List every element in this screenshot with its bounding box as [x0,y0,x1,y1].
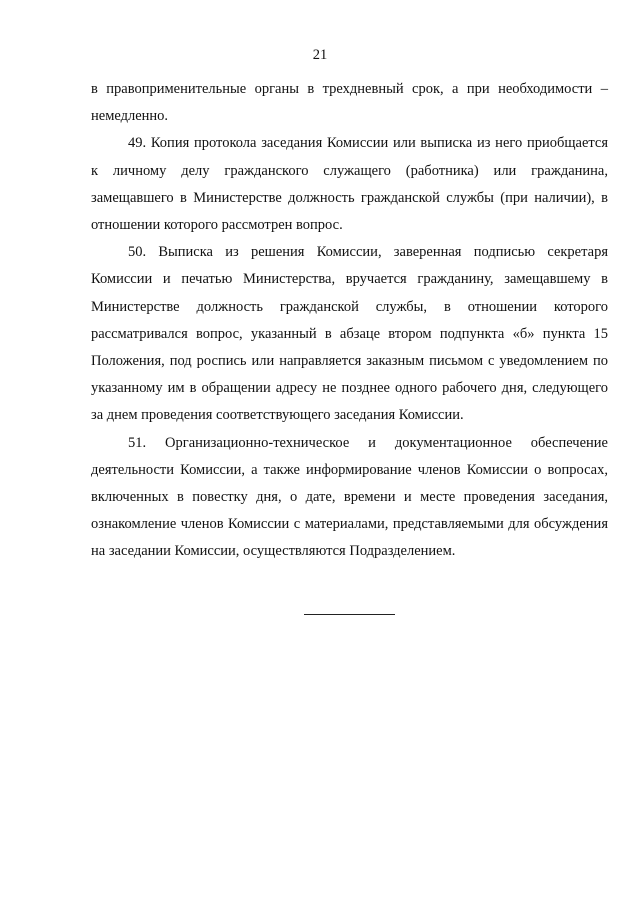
paragraph-49: 49. Копия протокола заседания Комиссии или выписка из него приобщается к личному делу гражданского служащего (работника) или гражданина, замещавшего в Министерстве должность гражданской службы (при наличии), в отношении которого рассмотрен вопрос. [91,135,608,234]
end-separator-line [304,614,395,615]
paragraph-continuation: в правоприменительные органы в трехдневный срок, а при необходимости – немедленно. [91,81,608,125]
paragraph-51: 51. Организационно-техническое и документационное обеспечение деятельности Комиссии, а также информирование членов Комиссии о вопросах, включенных в повестку дня, о дате, времени и месте проведения заседания, ознакомление членов Комиссии с материалами, представляемыми для обсуждения на заседании Комиссии, осуществляются Подразделением. [91,434,608,560]
paragraph-50: 50. Выписка из решения Комиссии, заверенная подписью секретаря Комиссии и печатью Министерства, вручается гражданину, замещавшему в Министерстве должность гражданской службы, в отношении которого рассматривался вопрос, указанный в абзаце втором подпункта «б» пункта 15 Положения, под роспись или направляется заказным письмом с уведомлением по указанному им в обращении адресу не позднее одного рабочего дня, следующего за днем проведения соответствующего заседания Комиссии. [91,244,608,424]
page-number: 21 [312,47,328,63]
document-body [91,76,608,566]
